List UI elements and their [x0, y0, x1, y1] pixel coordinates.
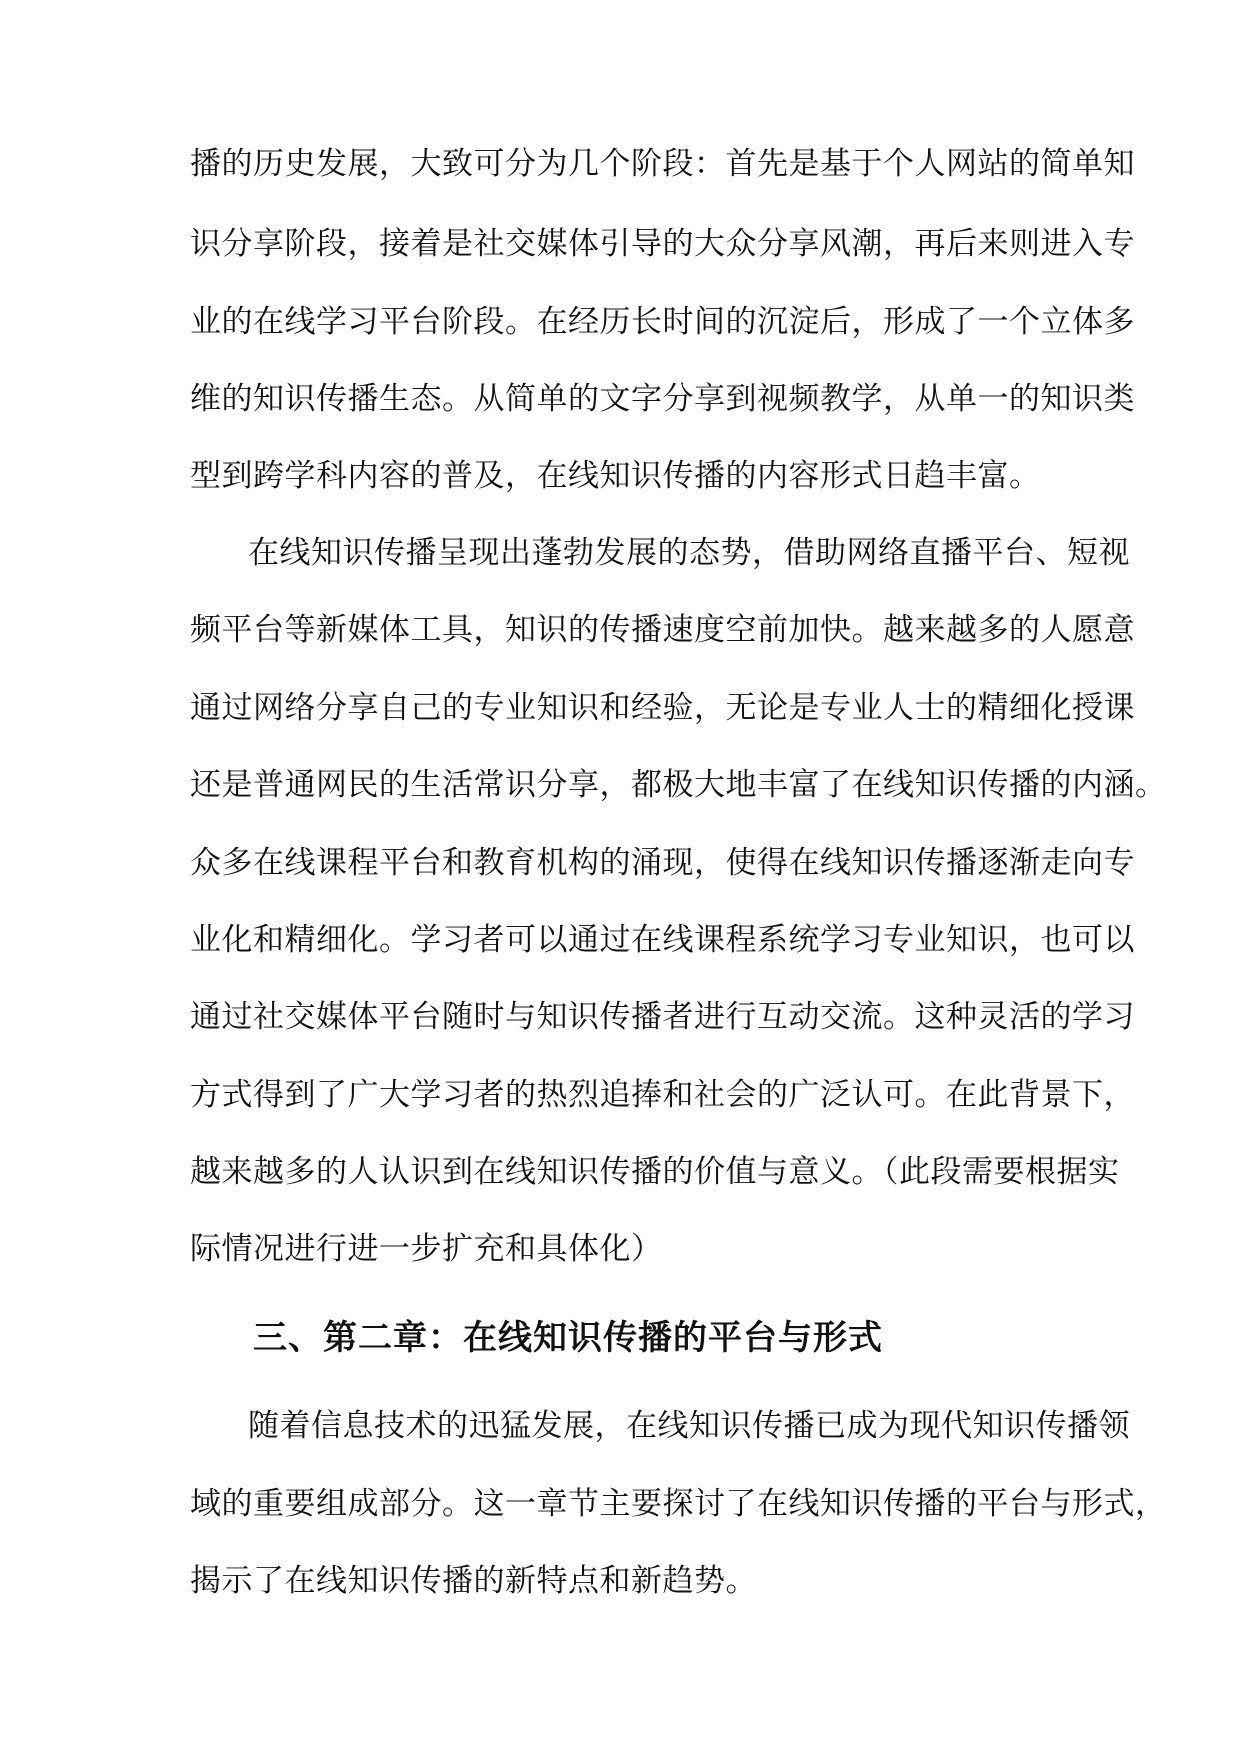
paragraph-2-line-4: 还是普通网民的生活常识分享，都极大地丰富了在线知识传播的内涵。	[190, 767, 1167, 803]
paragraph-1-line-3: 业的在线学习平台阶段。在经历长时间的沉淀后，形成了一个立体多	[190, 304, 1135, 340]
paragraph-3-line-2: 域的重要组成部分。这一章节主要探讨了在线知识传播的平台与形式，	[190, 1486, 1167, 1522]
paragraph-2-line-8: 方式得到了广大学习者的热烈追捧和社会的广泛认可。在此背景下，	[190, 1077, 1135, 1113]
paragraph-2-line-1: 在线知识传播呈现出蓬勃发展的态势，借助网络直播平台、短视	[248, 535, 1130, 571]
paragraph-2-line-6: 业化和精细化。学习者可以通过在线课程系统学习专业知识，也可以	[190, 922, 1135, 958]
paragraph-2-line-7: 通过社交媒体平台随时与知识传播者进行互动交流。这种灵活的学习	[190, 999, 1135, 1035]
paragraph-1-line-5: 型到跨学科内容的普及，在线知识传播的内容形式日趋丰富。	[190, 458, 1041, 494]
paragraph-3-line-3: 揭示了在线知识传播的新特点和新趋势。	[190, 1563, 757, 1599]
paragraph-1-line-4: 维的知识传播生态。从简单的文字分享到视频教学，从单一的知识类	[190, 381, 1135, 417]
paragraph-1-line-1: 播的历史发展，大致可分为几个阶段：首先是基于个人网站的简单知	[190, 146, 1135, 182]
paragraph-2-line-5: 众多在线课程平台和教育机构的涌现，使得在线知识传播逐渐走向专	[190, 845, 1135, 881]
paragraph-3-line-1: 随着信息技术的迅猛发展，在线知识传播已成为现代知识传播领	[248, 1408, 1130, 1444]
paragraph-2-line-9: 越来越多的人认识到在线知识传播的价值与意义。（此段需要根据实	[190, 1154, 1120, 1190]
paragraph-2-line-3: 通过网络分享自己的专业知识和经验，无论是专业人士的精细化授课	[190, 690, 1135, 726]
paragraph-2-line-10: 际情况进行进一步扩充和具体化）	[190, 1231, 663, 1267]
section-heading: 三、第二章：在线知识传播的平台与形式	[253, 1318, 883, 1358]
paragraph-1-line-2: 识分享阶段，接着是社交媒体引导的大众分享风潮，再后来则进入专	[190, 226, 1135, 262]
paragraph-2-line-2: 频平台等新媒体工具，知识的传播速度空前加快。越来越多的人愿意	[190, 612, 1135, 648]
